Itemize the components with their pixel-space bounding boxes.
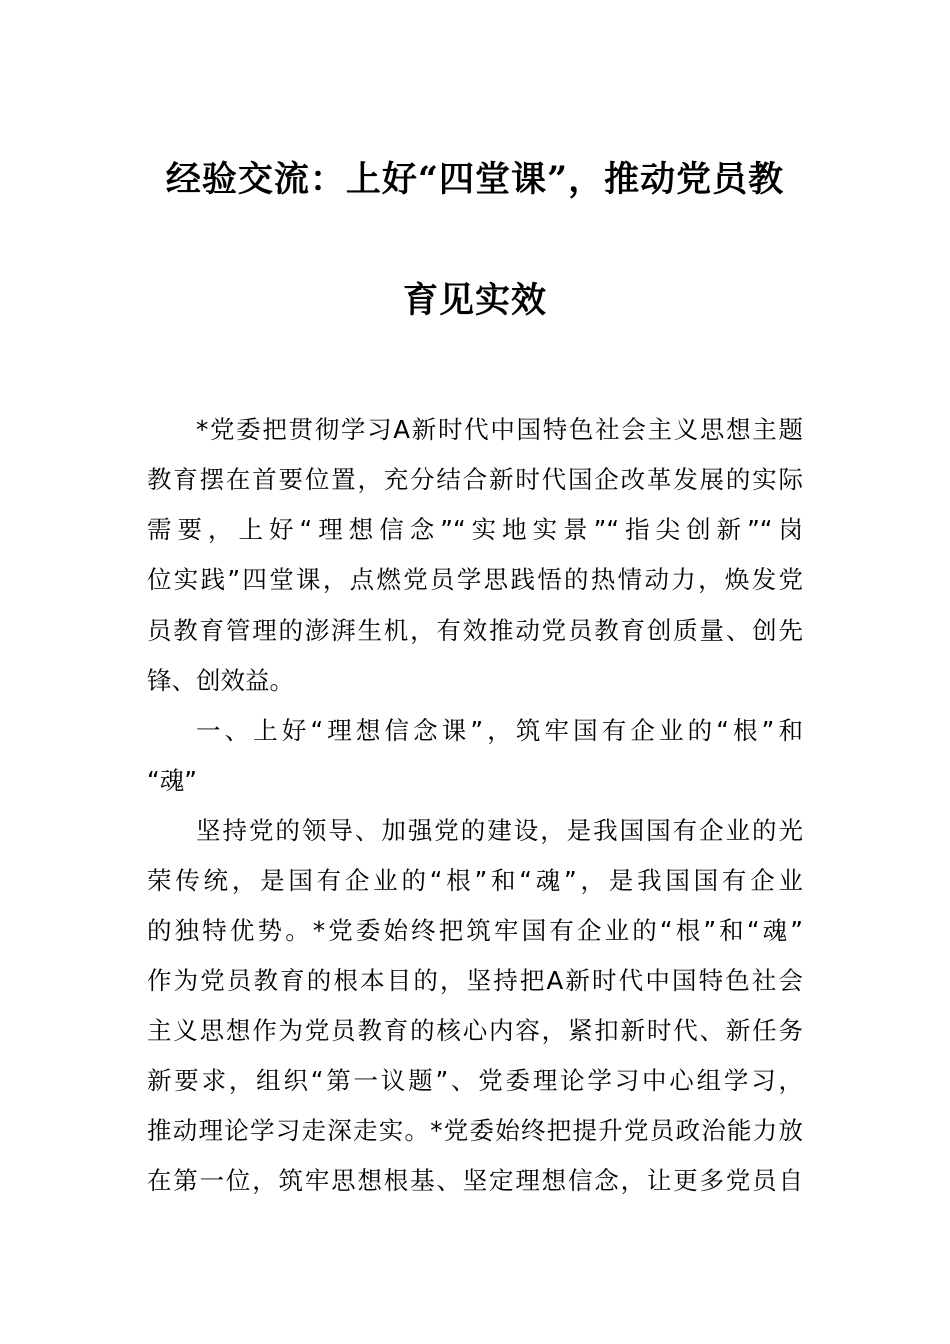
paragraph-2-line-3: 的独特优势。*党委始终把筑牢国有企业的“根”和“魂” [147,916,803,945]
paragraph-2-line-6: 新要求，组织“第一议题”、党委理论学习中心组学习， [147,1066,803,1095]
paragraph-2-line-5: 主义思想作为党员教育的核心内容，紧扣新时代、新任务 [147,1016,803,1045]
paragraph-2-line-1: 坚持党的领导、加强党的建设，是我国国有企业的光 [196,816,803,845]
paragraph-2-line-7: 推动理论学习走深走实。*党委始终把提升党员政治能力放 [147,1116,803,1145]
document-title-line-1: 经验交流：上好“四堂课”，推动党员教 [165,159,785,200]
section-heading-1-line-2: “魂” [147,766,197,795]
paragraph-2-line-8: 在第一位，筑牢思想根基、坚定理想信念，让更多党员自 [147,1166,803,1195]
paragraph-2-line-2: 荣传统，是国有企业的“根”和“魂”，是我国国有企业 [147,866,803,895]
paragraph-1-line-4: 位实践”四堂课，点燃党员学思践悟的热情动力，焕发党 [147,565,803,594]
document-title-line-2: 育见实效 [402,280,547,321]
paragraph-1-line-1: *党委把贯彻学习A新时代中国特色社会主义思想主题 [196,415,803,444]
paragraph-1-line-3: 需要，上好“理想信念”“实地实景”“指尖创新”“岗 [147,515,803,544]
section-heading-1-line-1: 一、上好“理想信念课”，筑牢国有企业的“根”和 [196,716,803,745]
paragraph-1-line-2: 教育摆在首要位置，充分结合新时代国企改革发展的实际 [147,465,803,494]
paragraph-2-line-4: 作为党员教育的根本目的，坚持把A新时代中国特色社会 [147,966,803,995]
paragraph-1-line-5: 员教育管理的澎湃生机，有效推动党员教育创质量、创先 [147,616,803,645]
paragraph-1-line-6: 锋、创效益。 [147,666,294,695]
